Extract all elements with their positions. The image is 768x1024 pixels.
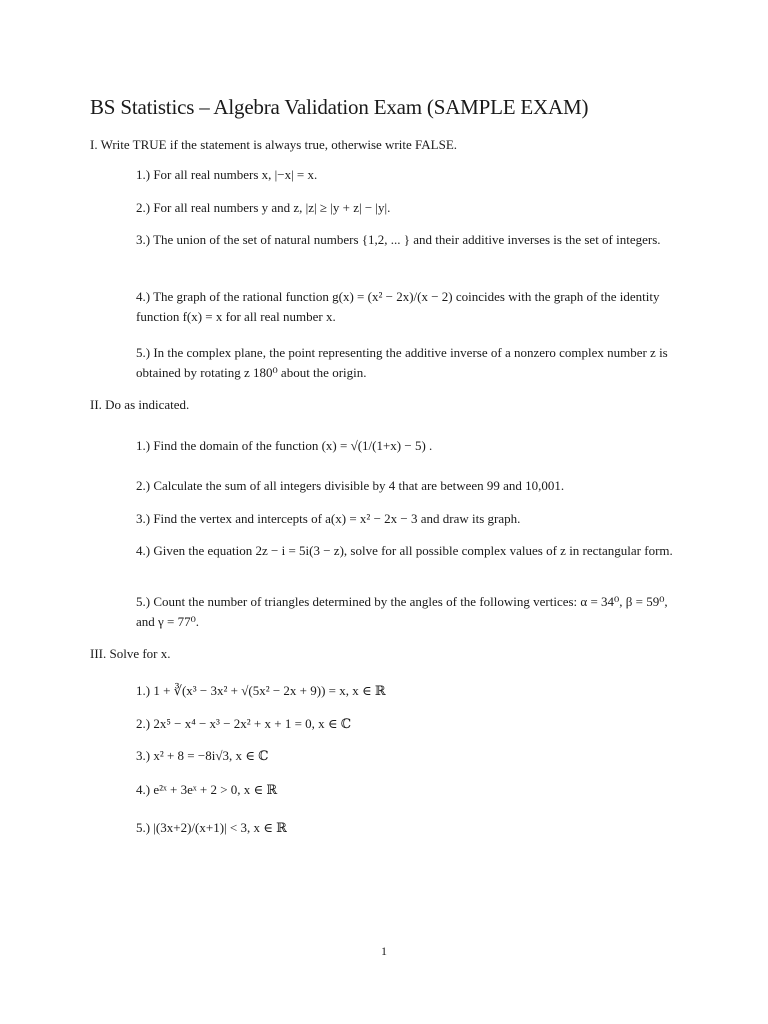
section-1-item-1: 1.) For all real numbers x, |−x| = x.	[136, 167, 318, 182]
section-3-item-4: 4.) e²ˣ + 3eˣ + 2 > 0, x ∈ ℝ	[136, 782, 278, 797]
section-heading-3: III. Solve for x.	[90, 646, 171, 661]
section-2-item-1: 1.) Find the domain of the function (x) = √(1/(1+x) − 5) .	[136, 438, 433, 453]
page-number: 1	[381, 944, 387, 958]
section-1-item-4: 4.) The graph of the rational function g(x) = (x² − 2x)/(x − 2) coincides with the graph of the identity function f(x) = x for all real number x.	[136, 289, 660, 324]
section-3-item-5: 5.) |(3x+2)/(x+1)| < 3, x ∈ ℝ	[136, 820, 287, 835]
section-3-item-1: 1.) 1 + ∛(x³ − 3x² + √(5x² − 2x + 9)) = x, x ∈ ℝ	[136, 683, 386, 698]
section-heading-2: II. Do as indicated.	[90, 397, 190, 412]
section-2-item-4: 4.) Given the equation 2z − i = 5i(3 − z), solve for all possible complex values of z in rectangular form.	[136, 543, 673, 558]
section-3-item-2: 2.) 2x⁵ − x⁴ − x³ − 2x² + x + 1 = 0, x ∈ ℂ	[136, 716, 352, 731]
section-2-item-2: 2.) Calculate the sum of all integers divisible by 4 that are between 99 and 10,001.	[136, 478, 565, 493]
section-1-item-5: 5.) In the complex plane, the point representing the additive inverse of a nonzero complex number z is obtained by rotating z 180⁰ about the origin.	[136, 345, 668, 380]
section-2-item-5: 5.) Count the number of triangles determined by the angles of the following vertices: α = 34⁰, β = 59⁰, and γ = 77⁰.	[136, 594, 668, 629]
section-1-item-2: 2.) For all real numbers y and z, |z| ≥ |y + z| − |y|.	[136, 200, 391, 215]
section-2-item-3: 3.) Find the vertex and intercepts of a(x) = x² − 2x − 3 and draw its graph.	[136, 511, 521, 526]
section-1-item-3: 3.) The union of the set of natural numbers {1,2, ... } and their additive inverses is the set of integers.	[136, 232, 661, 247]
page-title: BS Statistics – Algebra Validation Exam (SAMPLE EXAM)	[90, 95, 589, 119]
section-heading-1: I. Write TRUE if the statement is always true, otherwise write FALSE.	[90, 137, 458, 152]
section-3-item-3: 3.) x² + 8 = −8i√3, x ∈ ℂ	[136, 748, 269, 763]
